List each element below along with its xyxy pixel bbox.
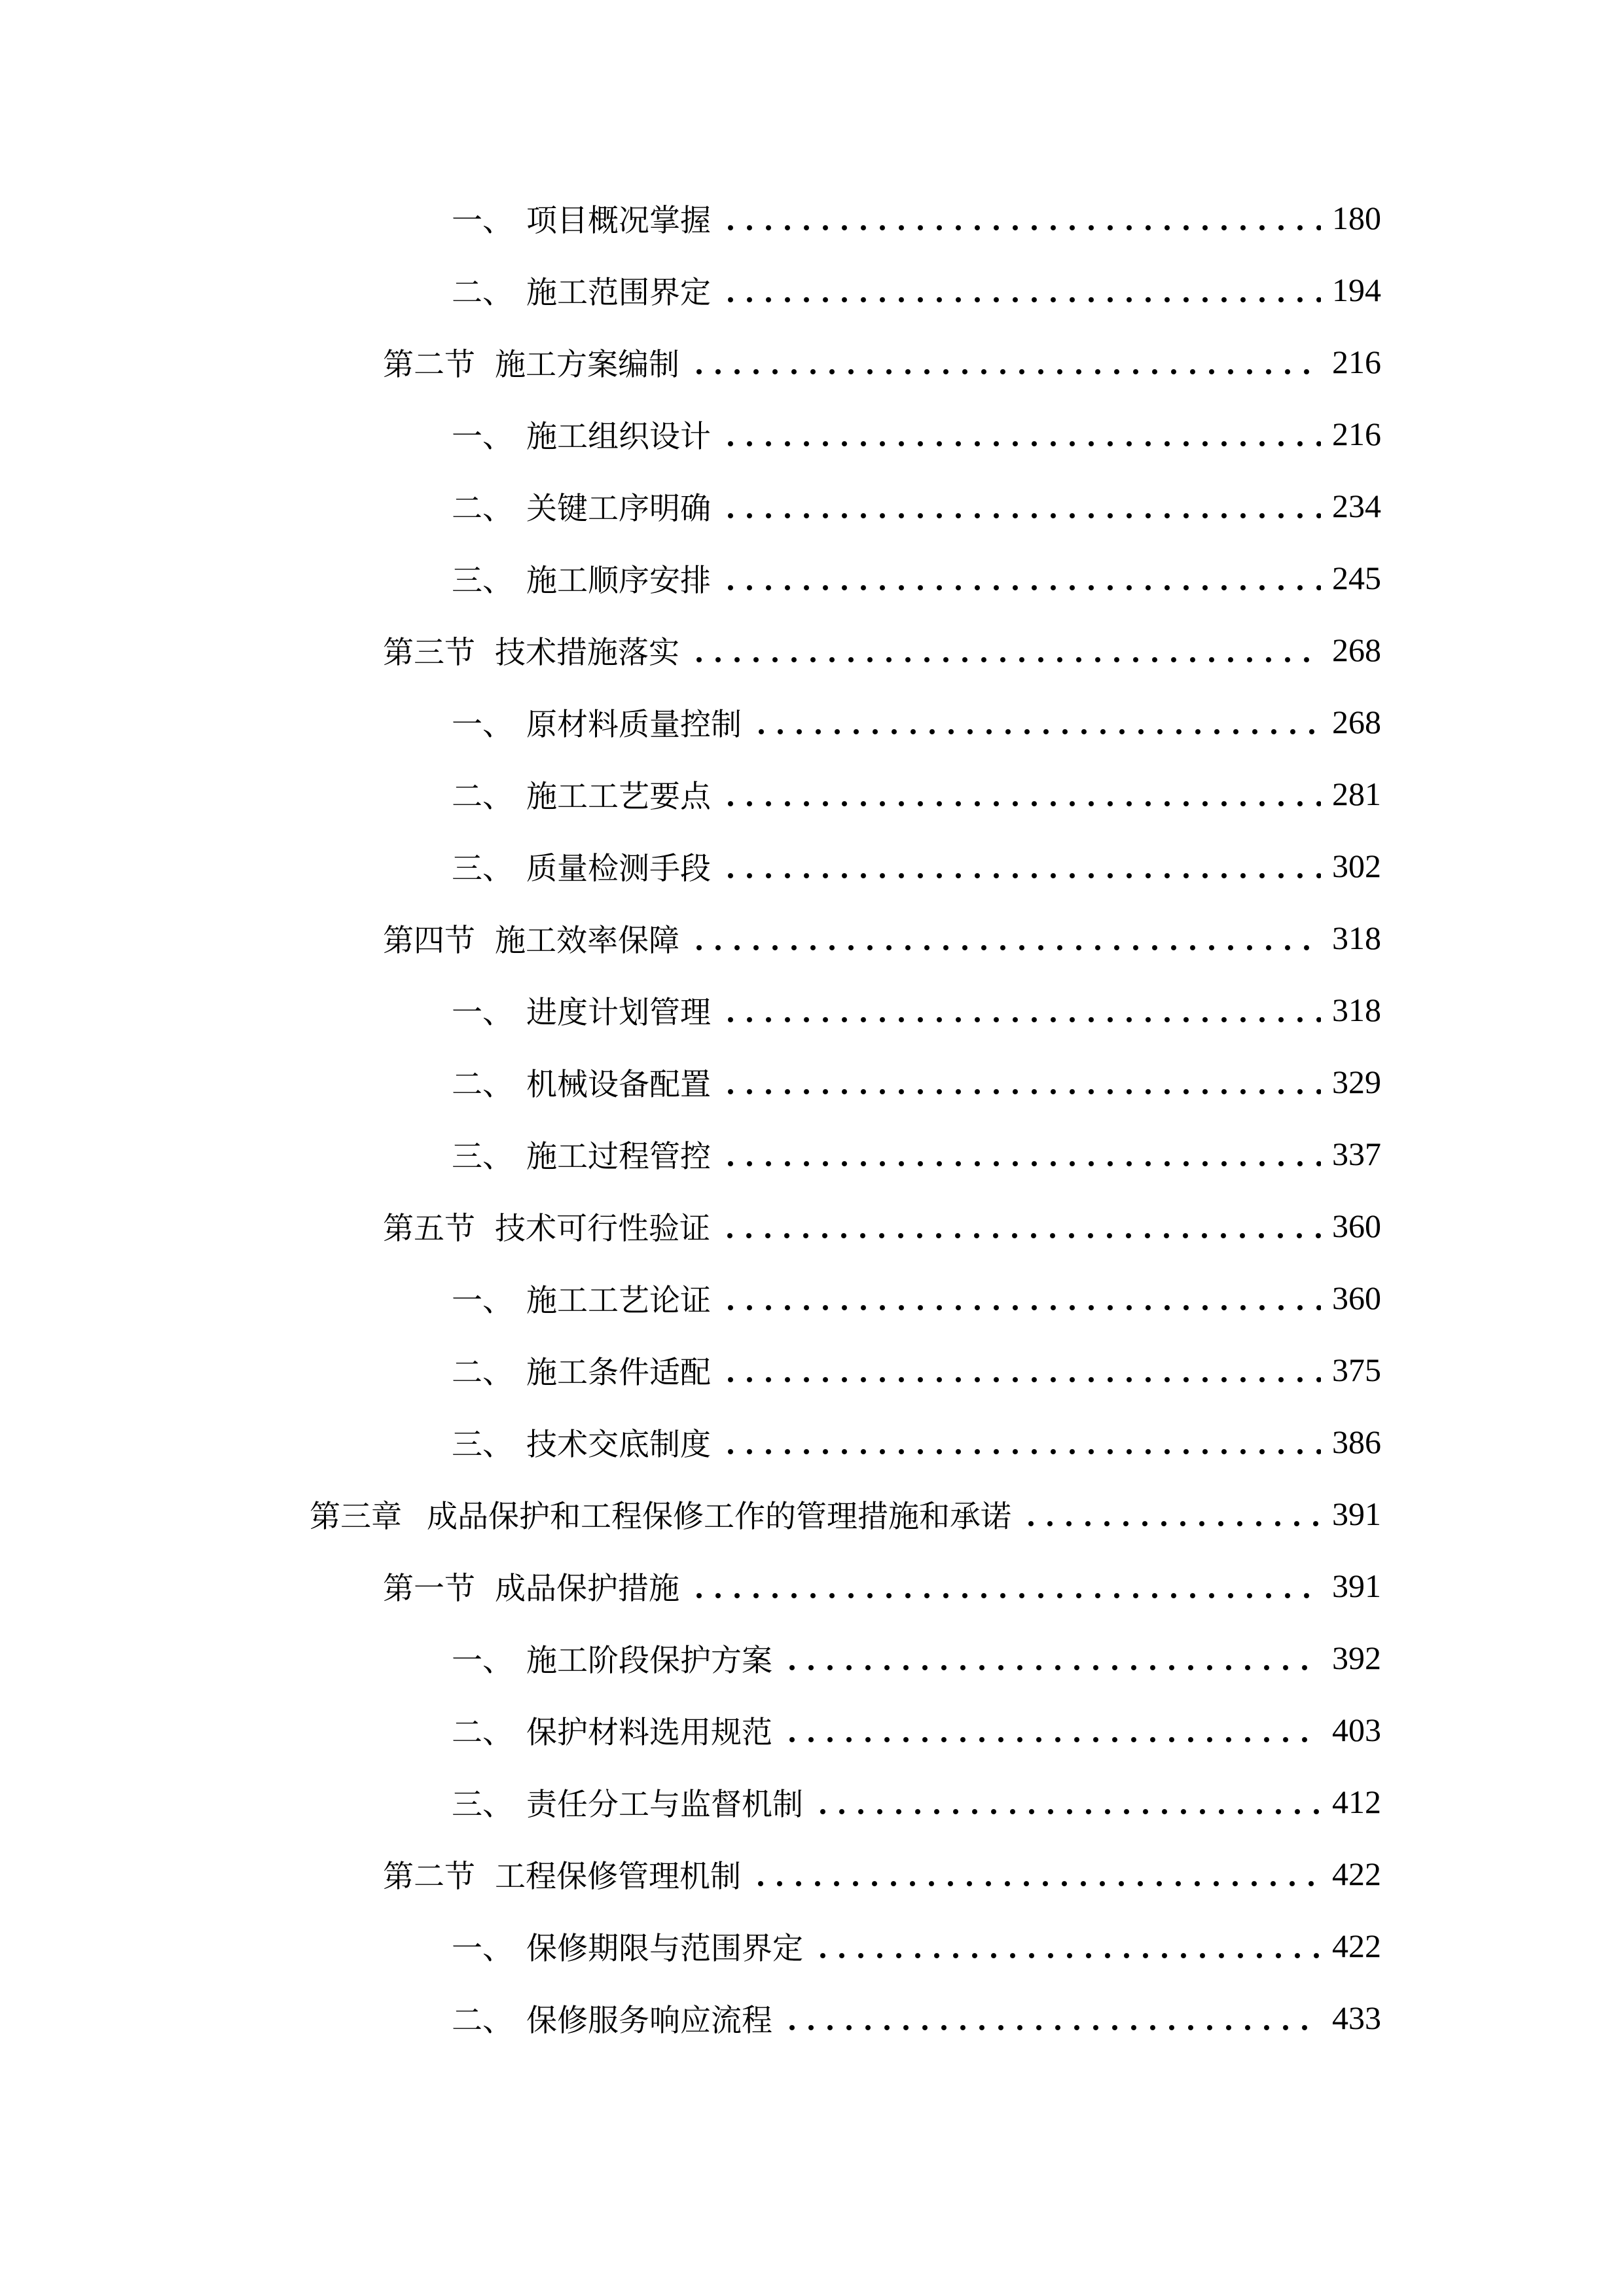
- toc-entry-label: 第三节: [383, 636, 475, 670]
- dot-leader: [820, 1808, 1321, 1815]
- toc-entry[interactable]: [310, 470, 1381, 542]
- dot-leader: [696, 1592, 1321, 1599]
- toc-entry[interactable]: [310, 974, 1381, 1046]
- toc-entry[interactable]: [310, 830, 1381, 902]
- dot-leader: [728, 296, 1321, 303]
- toc-entry-label: 二、: [452, 492, 513, 526]
- toc-entry-page: 392: [1332, 1640, 1381, 1676]
- toc-entry-title: 成品保护措施: [495, 1571, 679, 1606]
- dot-leader: [728, 1304, 1321, 1311]
- toc-entry[interactable]: [310, 1406, 1381, 1478]
- toc-entry-page: 360: [1332, 1280, 1381, 1316]
- toc-entry-page: 337: [1332, 1136, 1381, 1172]
- toc-entry-page: 412: [1332, 1784, 1381, 1820]
- toc-entry[interactable]: [310, 1046, 1381, 1118]
- toc-entry-page: 302: [1332, 848, 1381, 884]
- toc-entry-label: 一、: [452, 1931, 513, 1966]
- dot-leader: [728, 440, 1321, 447]
- toc-entry-title: 进度计划管理: [526, 996, 711, 1030]
- toc-entry-title: 关键工序明确: [526, 492, 711, 526]
- toc-entry-title: 原材料质量控制: [526, 708, 742, 742]
- toc-entry-label: 三、: [452, 1139, 513, 1174]
- dot-leader: [727, 1232, 1321, 1239]
- toc-entry-page: 281: [1332, 776, 1381, 812]
- toc-entry[interactable]: [310, 1838, 1381, 1910]
- dot-leader: [789, 2024, 1321, 2031]
- toc-entry[interactable]: [310, 614, 1381, 686]
- toc-entry-page: 403: [1332, 1712, 1381, 1748]
- toc-entry-label: 一、: [452, 1643, 513, 1678]
- toc-entry[interactable]: [310, 254, 1381, 326]
- toc-entry-title: 施工组织设计: [526, 420, 711, 454]
- toc-entry-label: 二、: [452, 1715, 513, 1750]
- toc-entry-label: 二、: [452, 1355, 513, 1390]
- toc-entry-label: 三、: [452, 564, 513, 598]
- toc-entry-page: 391: [1332, 1496, 1381, 1532]
- dot-leader: [758, 1880, 1321, 1887]
- dot-leader: [728, 872, 1321, 879]
- toc-entry-label: 一、: [452, 996, 513, 1030]
- toc-entry-title: 技术交底制度: [526, 1427, 711, 1462]
- toc-entry-label: 三、: [452, 1787, 513, 1822]
- toc-entry-title: 技术可行性验证: [495, 1211, 710, 1246]
- toc-entry-page: 433: [1332, 2000, 1381, 2036]
- toc-entry-label: 三、: [452, 852, 513, 886]
- toc-entry-label: 一、: [452, 420, 513, 454]
- toc-entry-label: 第五节: [383, 1211, 475, 1246]
- toc-entry-page: 391: [1332, 1568, 1381, 1604]
- toc-entry-page: 386: [1332, 1424, 1381, 1460]
- dot-leader: [696, 656, 1321, 663]
- toc-entry-title: 项目概况掌握: [526, 204, 711, 238]
- toc-entry-label: 二、: [452, 780, 513, 814]
- toc-entry-label: 二、: [452, 1067, 513, 1102]
- toc-entry[interactable]: [310, 542, 1381, 614]
- dot-leader: [728, 1448, 1321, 1455]
- toc-entry[interactable]: [310, 1550, 1381, 1622]
- toc-entry-page: 422: [1332, 1928, 1381, 1964]
- toc-entry-page: 422: [1332, 1856, 1381, 1892]
- dot-leader: [728, 1376, 1321, 1383]
- toc-entry[interactable]: [310, 1622, 1381, 1694]
- toc-entry[interactable]: [310, 1334, 1381, 1406]
- dot-leader: [789, 1664, 1321, 1671]
- toc-entry-title: 施工阶段保护方案: [526, 1643, 772, 1678]
- toc-entry-label: 一、: [452, 204, 513, 238]
- toc-entry-label: 二、: [452, 2003, 513, 2038]
- dot-leader: [820, 1952, 1321, 1959]
- toc-entry-page: 268: [1332, 632, 1381, 668]
- toc-entry[interactable]: [310, 326, 1381, 398]
- toc-entry[interactable]: [310, 1766, 1381, 1838]
- toc-entry-title: 保修服务响应流程: [526, 2003, 772, 2038]
- toc-entry[interactable]: [310, 1190, 1381, 1262]
- toc-entry[interactable]: [310, 902, 1381, 974]
- dot-leader: [759, 728, 1321, 735]
- toc-entry-title: 成品保护和工程保修工作的管理措施和承诺: [427, 1499, 1011, 1534]
- toc-entry-page: 216: [1332, 344, 1381, 380]
- toc-entry[interactable]: [310, 758, 1381, 830]
- toc-entry-page: 318: [1332, 992, 1381, 1028]
- toc-entry-label: 一、: [452, 1283, 513, 1318]
- toc-entry-label: 第二节: [383, 348, 475, 382]
- toc-entry-title: 施工顺序安排: [526, 564, 711, 598]
- toc-entry[interactable]: [310, 1262, 1381, 1334]
- toc-entry-label: 三、: [452, 1427, 513, 1462]
- toc-entry-page: 268: [1332, 704, 1381, 740]
- dot-leader: [696, 944, 1321, 951]
- toc-entry-title: 工程保修管理机制: [495, 1859, 741, 1894]
- toc-entry-title: 技术措施落实: [495, 636, 679, 670]
- toc-entry-title: 施工工艺论证: [526, 1283, 711, 1318]
- dot-leader: [789, 1736, 1321, 1743]
- toc-entry-page: 180: [1332, 200, 1381, 236]
- toc-entry-page: 329: [1332, 1064, 1381, 1100]
- toc-entry-label: 第二节: [383, 1859, 475, 1894]
- dot-leader: [728, 584, 1321, 591]
- toc-entry[interactable]: [310, 182, 1381, 254]
- dot-leader: [1028, 1520, 1321, 1527]
- toc-entry-title: 保护材料选用规范: [526, 1715, 772, 1750]
- toc-entry-label: 二、: [452, 276, 513, 310]
- toc-entry[interactable]: [310, 1982, 1381, 2054]
- dot-leader: [728, 512, 1321, 519]
- toc-entry[interactable]: [310, 398, 1381, 470]
- toc-entry-title: 质量检测手段: [526, 852, 711, 886]
- toc-entry-page: 194: [1332, 272, 1381, 308]
- toc-entry[interactable]: [310, 1694, 1381, 1766]
- toc-entry-label: 一、: [452, 708, 513, 742]
- toc-entry[interactable]: [310, 1478, 1381, 1550]
- toc-entry-label: 第四节: [383, 924, 475, 958]
- toc-entry-title: 施工范围界定: [526, 276, 711, 310]
- toc-entry-page: 216: [1332, 416, 1381, 452]
- dot-leader: [728, 224, 1321, 231]
- toc-entry[interactable]: [310, 1910, 1381, 1982]
- dot-leader: [696, 368, 1321, 375]
- toc-entry-title: 施工过程管控: [526, 1139, 711, 1174]
- table-of-contents: [310, 182, 1381, 2054]
- toc-entry-page: 245: [1332, 560, 1381, 596]
- dot-leader: [728, 800, 1321, 807]
- toc-entry-label: 第三章: [310, 1499, 402, 1534]
- toc-entry-title: 责任分工与监督机制: [526, 1787, 803, 1822]
- toc-entry-title: 保修期限与范围界定: [526, 1931, 803, 1966]
- toc-entry-title: 施工方案编制: [495, 348, 679, 382]
- toc-entry-label: 第一节: [383, 1571, 475, 1606]
- toc-entry-page: 375: [1332, 1352, 1381, 1388]
- toc-entry-page: 360: [1332, 1208, 1381, 1244]
- dot-leader: [728, 1016, 1321, 1023]
- dot-leader: [728, 1088, 1321, 1095]
- toc-entry-title: 机械设备配置: [526, 1067, 711, 1102]
- toc-entry[interactable]: [310, 1118, 1381, 1190]
- toc-entry-title: 施工条件适配: [526, 1355, 711, 1390]
- toc-entry-title: 施工工艺要点: [526, 780, 711, 814]
- toc-entry[interactable]: [310, 686, 1381, 758]
- toc-entry-title: 施工效率保障: [495, 924, 679, 958]
- toc-entry-page: 318: [1332, 920, 1381, 956]
- toc-entry-page: 234: [1332, 488, 1381, 524]
- dot-leader: [728, 1160, 1321, 1167]
